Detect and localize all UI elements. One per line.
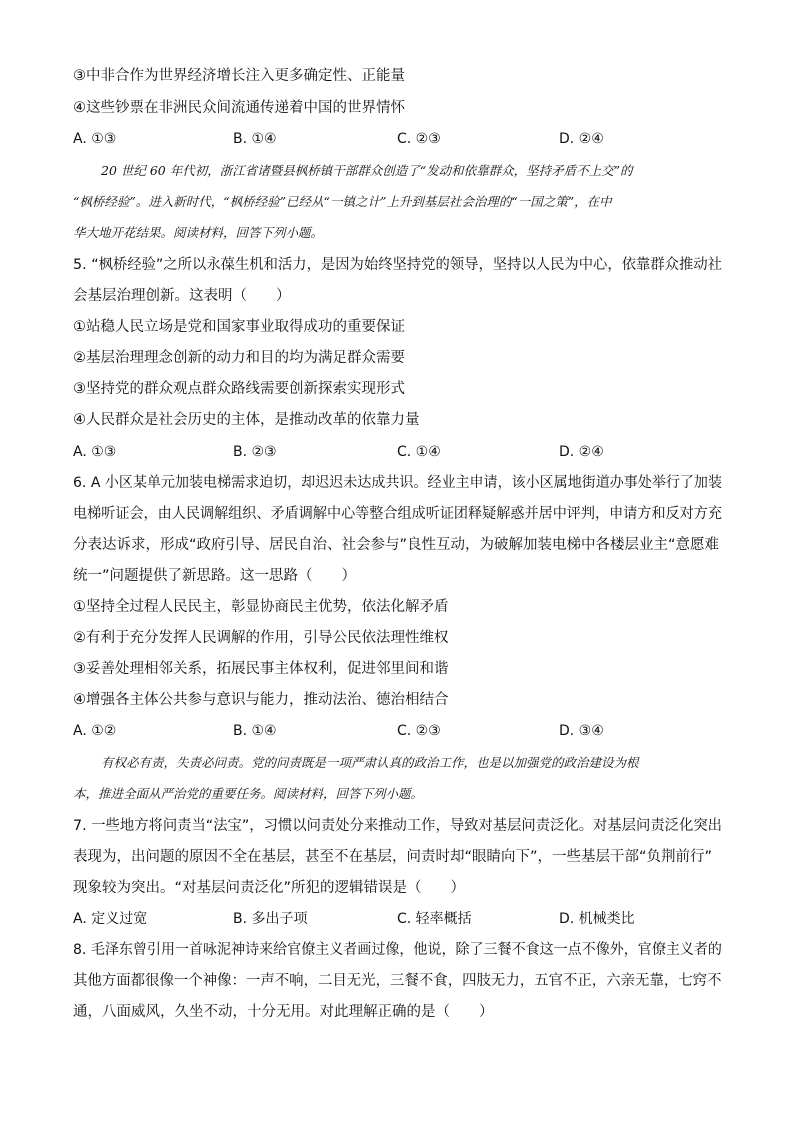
question-6-stem: 分表达诉求，形成“政府引导、居民自治、社会参与”良性互动，为破解加装电梯中各楼层业主“意愿难 [73,537,720,553]
statement-1: ①站稳人民立场是党和国家事业取得成功的重要保证 [73,319,405,335]
question-7-stem: 7. 一些地方将问责当“法宝”，习惯以问责处分来推动工作，导致对基层问责泛化。对基层问责泛化突出 [73,818,722,834]
question-8-stem: 8. 毛泽东曾引用一首咏泥神诗来给官僚主义者画过像，他说，除了三餐不食这一点不像外，官僚主义者的 [73,942,722,958]
statement-3: ③妥善处理相邻关系，拓展民事主体权利，促进邻里间和谐 [73,661,449,677]
statement-1: ①坚持全过程人民民主，彰显协商民主优势，依法化解矛盾 [73,599,449,615]
option-c: C. 轻率概括 [397,911,472,927]
statement-4: ④这些钞票在非洲民众间流通传递着中国的世界情怀 [73,100,405,116]
statement-2: ②有利于充分发挥人民调解的作用，引导公民依法理性维权 [73,630,449,646]
option-a: A. ①② [73,723,117,739]
question-5-stem: 5. “枫桥经验”之所以永葆生机和活力，是因为始终坚持党的领导，坚持以人民为中心，依靠群众推动社 [73,257,722,273]
option-d: D. ②④ [559,131,604,147]
question-6-stem: 电梯听证会，由人民调解组织、矛盾调解中心等整合组成听证团释疑解惑并居中评判，申请方和反对方充 [73,506,722,522]
statement-3: ③坚持党的群众观点群众路线需要创新探索实现形式 [73,381,405,397]
option-c: C. ②③ [397,131,441,147]
question-5-stem: 会基层治理创新。这表明（ ） [73,288,291,304]
statement-2: ②基层治理理念创新的动力和目的均为满足群众需要 [73,350,405,366]
option-a: A. ①③ [73,444,117,460]
material-line: 本，推进全面从严治党的重要任务。阅读材料，回答下列小题。 [73,786,424,801]
material-line: 华大地开花结果。阅读材料，回答下列小题。 [73,225,324,240]
option-a: A. ①③ [73,131,117,147]
question-7-stem: 现象较为突出。“对基层问责泛化”所犯的逻辑错误是（ ） [73,880,466,896]
option-d: D. ③④ [559,723,604,739]
option-b: B. ②③ [233,444,277,460]
statement-4: ④增强各主体公共参与意识与能力，推动法治、德治相结合 [73,692,449,708]
question-8-stem: 其他方面都很像一个神像：一声不响，二目无光，三餐不食，四肢无力，五官不正，六亲无靠，七窍不 [73,973,722,989]
option-a: A. 定义过宽 [73,911,148,927]
material-line: 20 世纪 60 年代初，浙江省诸暨县枫桥镇干部群众创造了“发动和依靠群众，坚持矛盾不上交”的 [101,163,633,178]
option-b: B. ①④ [233,723,277,739]
option-b: B. 多出子项 [233,911,308,927]
option-b: B. ①④ [233,131,277,147]
material-line: 有权必有责，失责必问责。党的问责既是一项严肃认真的政治工作，也是以加强党的政治建设为根 [101,755,639,770]
statement-4: ④人民群众是社会历史的主体，是推动改革的依靠力量 [73,412,420,428]
option-c: C. ②③ [397,723,441,739]
statement-3: ③中非合作为世界经济增长注入更多确定性、正能量 [73,68,405,84]
option-d: D. ②④ [559,444,604,460]
question-8-stem: 通，八面威风，久坐不动，十分无用。对此理解正确的是（ ） [73,1004,494,1020]
option-d: D. 机械类比 [559,911,635,927]
question-6-stem: 6. A 小区某单元加装电梯需求迫切，却迟迟未达成共识。经业主申请，该小区属地街道办事处举行了加装 [73,475,722,491]
option-c: C. ①④ [397,444,441,460]
question-6-stem: 统一”问题提供了新思路。这一思路（ ） [73,568,357,584]
material-line: “枫桥经验”。进入新时代，“枫桥经验”已经从“一镇之计”上升到基层社会治理的“一国之策”，在中 [73,194,612,209]
question-7-stem: 表现为，出问题的原因不全在基层，甚至不在基层，问责时却“眼睛向下”，一些基层干部“负荆前行” [73,849,713,865]
